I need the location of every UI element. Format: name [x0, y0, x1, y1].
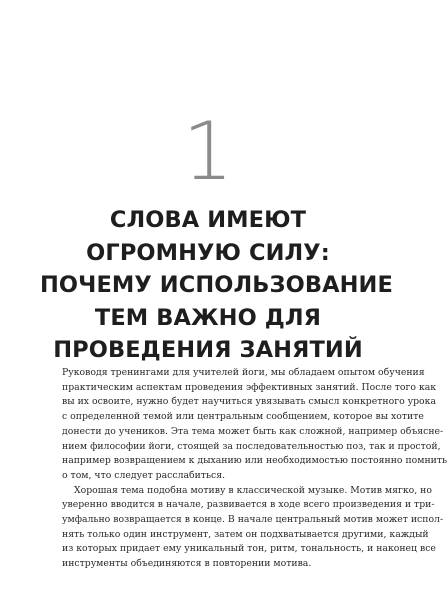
text-line: практическим аспектам проведения эффективных занятий. После того как — [62, 381, 437, 393]
text-line: из которых придает ему уникальный тон, ритм, тональность, и наконец все — [62, 543, 436, 555]
text-line: уверенно вводится в начале, развивается в ходе всего произведения и три- — [62, 499, 435, 511]
text-line: о том, что следует расслабиться. — [62, 469, 226, 481]
body-text — [62, 366, 447, 572]
text-line: вы их освоите, нужно будет научиться увязывать смысл конкретного урока — [62, 396, 436, 408]
paragraph-1 — [62, 366, 447, 484]
chapter-number: 1 — [182, 105, 234, 198]
chapter-title-line: ТЕМ ВАЖНО ДЛЯ — [94, 304, 322, 331]
text-line: с определенной темой или центральным сообщением, которое вы хотите — [62, 411, 424, 423]
text-line: инструменты объединяются в повторении мотива. — [62, 558, 312, 570]
chapter-title-line: ПОЧЕМУ ИСПОЛЬЗОВАНИЕ — [40, 272, 393, 298]
text-line: нять только один инструмент, затем он подхватывается другими, каждый — [62, 528, 429, 540]
text-line: донести до учеников. Эта тема может быть как сложной, например объясне- — [62, 425, 444, 437]
text-line: например возвращением к дыханию или необходимостью постоянно помнить — [62, 455, 447, 467]
chapter-title-line: СЛОВА ИМЕЮТ — [109, 207, 307, 233]
text-line: Руководя тренингами для учителей йоги, мы обладаем опытом обучения — [62, 367, 425, 378]
chapter-title-line: ОГРОМНУЮ СИЛУ: — [86, 239, 330, 266]
chapter-title-line: ПРОВЕДЕНИЯ ЗАНЯТИЙ — [53, 337, 363, 363]
text-line: Хорошая тема подобна мотиву в классической музыке. Мотив мягко, но — [74, 484, 432, 496]
paragraph-2 — [62, 484, 444, 572]
text-line: нием философии йоги, стоящей за последовательностью поз, так и простой, — [62, 440, 441, 452]
chapter-title — [40, 204, 393, 367]
text-line: умфально возвращается в конце. В начале центральный мотив может испол- — [62, 514, 444, 526]
